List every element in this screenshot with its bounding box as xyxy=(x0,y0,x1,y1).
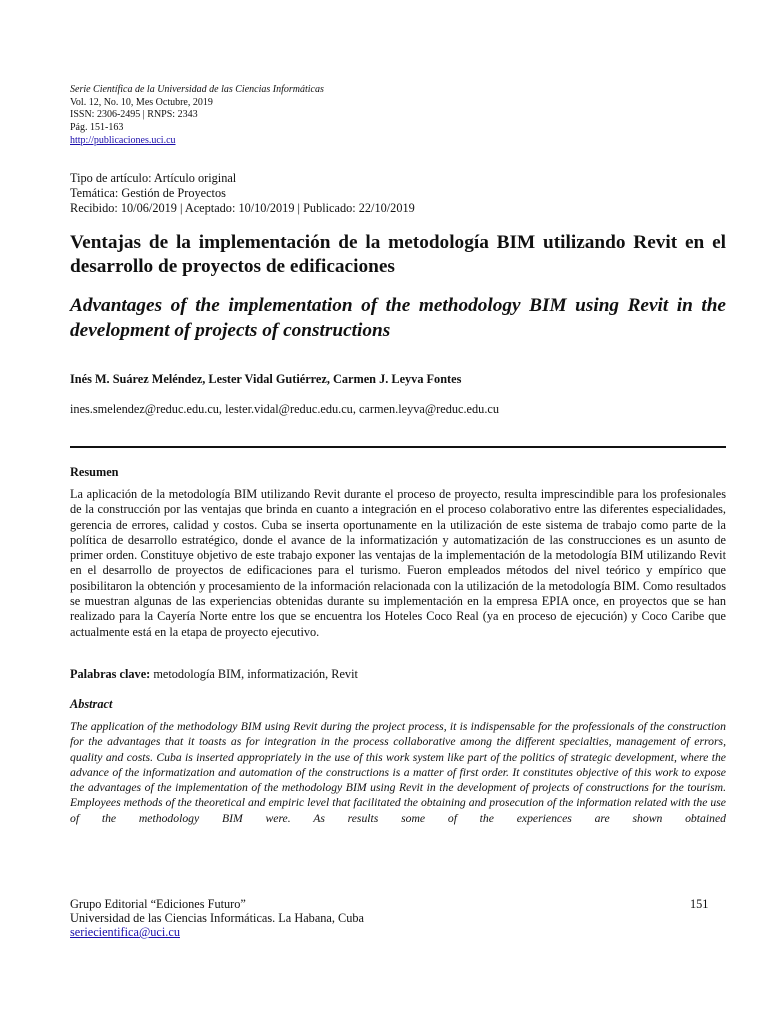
page-number: 151 xyxy=(690,897,709,911)
abstract-text: The application of the methodology BIM using Revit during the project process, it is indispensable for the professionals of the construction for the advantages that it toasts as for integration in the process collaborative among the different specialties, management of errors, quality and costs. Cuba is inserted appropriately in the use of this work system like part of the politics of strategic development, where the advance of the informatization and automation of the constructions is a matter of first order. It constitutes objective of this work to expose the advantages of the implementation of the methodology BIM using Revit in the development of projects of constructions for the tourism. Employees methods of the theoretical and empiric level that facilitated the obtaining and prosecution of the information related with the use of the methodology BIM were. As results some of the experiences are shown obtained xyxy=(70,720,726,825)
journal-pages: Pág. 151-163 xyxy=(70,122,124,134)
journal-volume: Vol. 12, No. 10, Mes Octubre, 2019 xyxy=(70,96,213,108)
title-english: Advantages of the implementation of the methodology BIM using Revit in the development of projects of constructions xyxy=(70,295,726,341)
journal-series: Serie Científica de la Universidad de las Ciencias Informáticas xyxy=(70,84,324,95)
author-emails: ines.smelendez@reduc.edu.cu, lester.vidal@reduc.edu.cu, carmen.leyva@reduc.edu.cu xyxy=(70,402,499,416)
article-dates: Recibido: 10/06/2019 | Aceptado: 10/10/2019 | Publicado: 22/10/2019 xyxy=(70,201,415,215)
resumen-text: La aplicación de la metodología BIM utilizando Revit durante el proceso de proyecto, resulta imprescindible para los profesionales de la construcción por las ventajas que brinda en cuanto a integración en el proceso colaborativo entre las diferentes especialidades, gerencia de errores, calidad y costos. Cuba se inserta oportunamente en la utilización de este sistema de trabajo como parte de la política de desarrollo estratégico, donde el avance de la informatización y automatización de las construcciones es un asunto de primer orden. Constituye objetivo de este trabajo exponer las ventajas de la implementación de la metodología BIM utilizando Revit en el desarrollo de proyectos de edificaciones para el turismo. Fueron empleados métodos del nivel teórico y empírico que posibilitaron la obtención y procesamiento de la información relacionada con la utilización de la metodología BIM. Como resultados se muestran algunas de las experiencias obtenidas durante su implementación en la empresa EPIA once, en proyectos que se han realizado para la Cayería Norte entre los que se encuentra los Hoteles Coco Real (ya en proceso de ejecución) y Coco Caribe que actualmente está en la etapa de proyecto ejecutivo. xyxy=(70,487,726,639)
page-footer xyxy=(70,897,364,939)
footer-publisher: Grupo Editorial “Ediciones Futuro” xyxy=(70,897,246,911)
footer-university: Universidad de las Ciencias Informáticas. La Habana, Cuba xyxy=(70,911,364,925)
keywords-label: Palabras clave: xyxy=(70,667,151,681)
resumen-heading: Resumen xyxy=(70,465,119,479)
abstract-heading: Abstract xyxy=(70,697,113,711)
footer-email-link[interactable]: seriecientifica@uci.cu xyxy=(70,925,180,939)
article-topic: Temática: Gestión de Proyectos xyxy=(70,186,226,200)
article-meta xyxy=(70,171,415,216)
keywords xyxy=(70,667,358,682)
journal-issn: ISSN: 2306-2495 | RNPS: 2343 xyxy=(70,109,198,121)
article-type: Tipo de artículo: Artículo original xyxy=(70,171,237,185)
title-spanish: Ventajas de la implementación de la metodología BIM utilizando Revit en el desarrollo de proyectos de edificaciones xyxy=(70,232,726,277)
journal-header xyxy=(70,84,324,148)
authors: Inés M. Suárez Meléndez, Lester Vidal Gutiérrez, Carmen J. Leyva Fontes xyxy=(70,372,462,386)
journal-url-link[interactable]: http://publicaciones.uci.cu xyxy=(70,134,176,146)
keywords-text: metodología BIM, informatización, Revit xyxy=(150,667,358,681)
section-divider xyxy=(70,446,726,448)
